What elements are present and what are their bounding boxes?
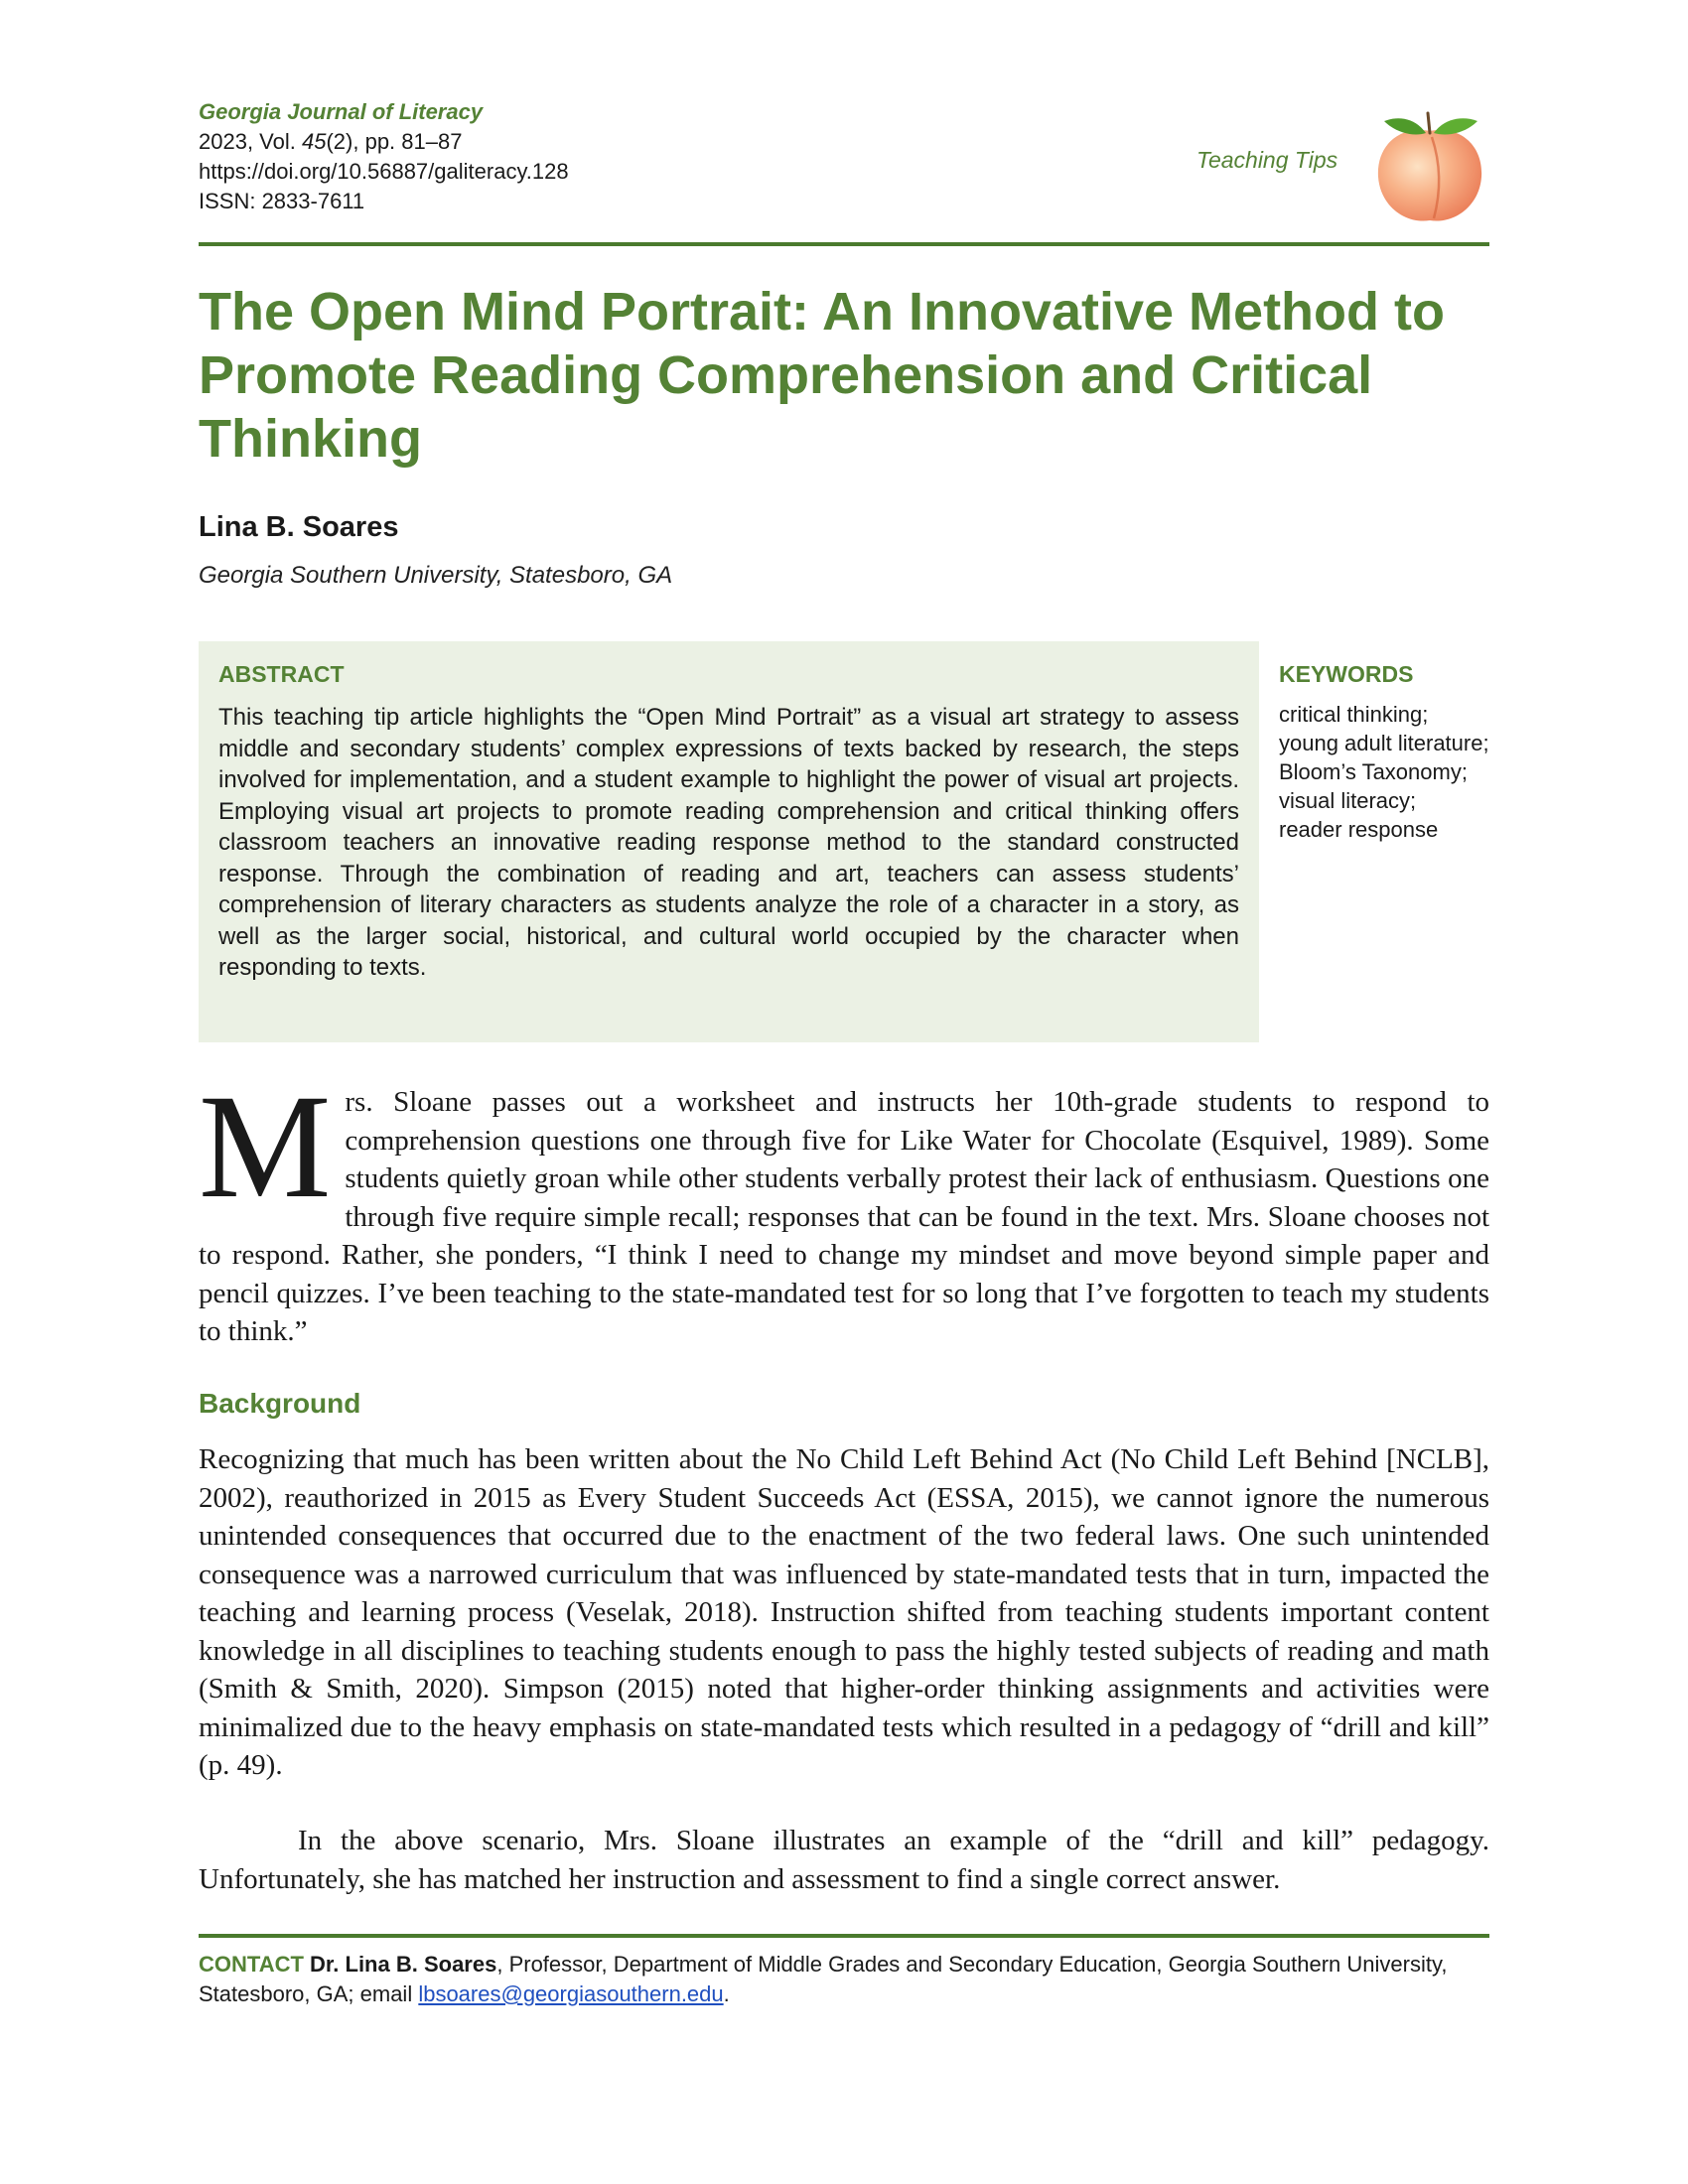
drop-cap: M xyxy=(199,1064,332,1229)
citation-suffix: (2), pp. 81–87 xyxy=(326,129,463,154)
background-paragraph-1: Recognizing that much has been written about the No Child Left Behind Act (No Child Left Behind [NCLB], 2002), reauthorized in 2015 as Every Student Succeeds Act (ESSA, 2015), we cannot ignore the numerous unintended consequences that occurred due to the enactment of the two federal laws. One such unintended consequence was a narrowed curriculum that was influenced by state-mandated tests that in turn, impacted the teaching and learning process (Veselak, 2018). Instruction shifted from teaching students important content knowledge in all disciplines to teaching students enough to pass the highly tested subjects of reading and math (Smith & Smith, 2020). Simpson (2015) noted that higher-order thinking assignments and activities were minimalized due to the heavy emphasis on state-mandated tests which resulted in a pedagogy of “drill and kill” (p. 49). xyxy=(199,1443,1489,1781)
abstract-heading: ABSTRACT xyxy=(218,661,345,687)
issn-line: ISSN: 2833-7611 xyxy=(199,189,365,213)
header-divider xyxy=(199,242,1489,246)
intro-paragraph xyxy=(199,1064,1489,1351)
section-label: Teaching Tips xyxy=(1196,147,1338,173)
author-name: Lina B. Soares xyxy=(199,511,399,543)
keywords-heading: KEYWORDS xyxy=(1279,661,1414,687)
contact-label: CONTACT xyxy=(199,1952,304,1977)
citation-line xyxy=(199,127,569,157)
journal-info xyxy=(199,97,569,216)
citation-prefix: 2023, Vol. xyxy=(199,129,302,154)
contact-email-link[interactable]: lbsoares@georgiasouthern.edu xyxy=(418,1981,724,2006)
abstract-box xyxy=(199,641,1259,1042)
volume-number: 45 xyxy=(301,129,327,154)
peach-icon xyxy=(1370,103,1489,226)
footer-divider xyxy=(199,1934,1489,1938)
journal-name: Georgia Journal of Literacy xyxy=(199,99,484,124)
keyword-item: critical thinking; xyxy=(1279,702,1429,727)
keyword-item: visual literacy; xyxy=(1279,788,1417,813)
keywords-list xyxy=(1279,700,1489,844)
keywords-panel xyxy=(1279,661,1489,844)
keyword-item: reader response xyxy=(1279,817,1439,842)
contact-name: Dr. Lina B. Soares xyxy=(310,1952,497,1977)
article-title: The Open Mind Portrait: An Innovative Method to Promote Reading Comprehension and Critical Thinking xyxy=(199,282,1445,469)
intro-text: rs. Sloane passes out a worksheet and instructs her 10th-grade students to respond to comprehension questions one through five for Like Water for Chocolate (Esquivel, 1989). Some students quietly groan while other students verbally protest their lack of enthusiasm. Questions one through five require simple recall; responses that can be found in the text. Mrs. Sloane chooses not to respond. Rather, she ponders, “I think I need to change my mindset and move beyond simple paper and pencil quizzes. I’ve been teaching to the state-mandated test for so long that I’ve forgotten to teach my students to think.” xyxy=(199,1086,1489,1347)
background-paragraph-2: In the above scenario, Mrs. Sloane illustrates an example of the “drill and kill” pedagogy. Unfortunately, she has matched her instruction and assessment to find a single correct answer. xyxy=(199,1825,1489,1895)
contact-footnote xyxy=(199,1950,1489,2009)
abstract-text: This teaching tip article highlights the “Open Mind Portrait” as a visual art strategy to assess middle and secondary students’ complex expressions of texts backed by research, the steps involved for implementation, and a student example to highlight the power of visual art projects. Employing visual art projects to promote reading comprehension and critical thinking offers classroom teachers an innovative reading response method to the standard constructed response. Through the combination of reading and art, teachers can assess students’ comprehension of literary characters as students analyze the role of a character in a story, as well as the larger social, historical, and cultural world occupied by the character when responding to texts. xyxy=(218,704,1239,981)
doi-line[interactable]: https://doi.org/10.56887/galiteracy.128 xyxy=(199,159,569,184)
keyword-item: Bloom’s Taxonomy; xyxy=(1279,759,1468,784)
keyword-item: young adult literature; xyxy=(1279,731,1489,755)
author-affiliation: Georgia Southern University, Statesboro, GA xyxy=(199,562,673,589)
contact-details: , Professor, Department of Middle Grades and Secondary Education, Georgia Southern University, Statesboro, GA; email xyxy=(199,1952,1448,2006)
section-heading-background: Background xyxy=(199,1388,361,1419)
contact-end: . xyxy=(723,1981,730,2006)
peach-logo-svg xyxy=(1370,103,1489,226)
journal-header xyxy=(199,97,1489,236)
